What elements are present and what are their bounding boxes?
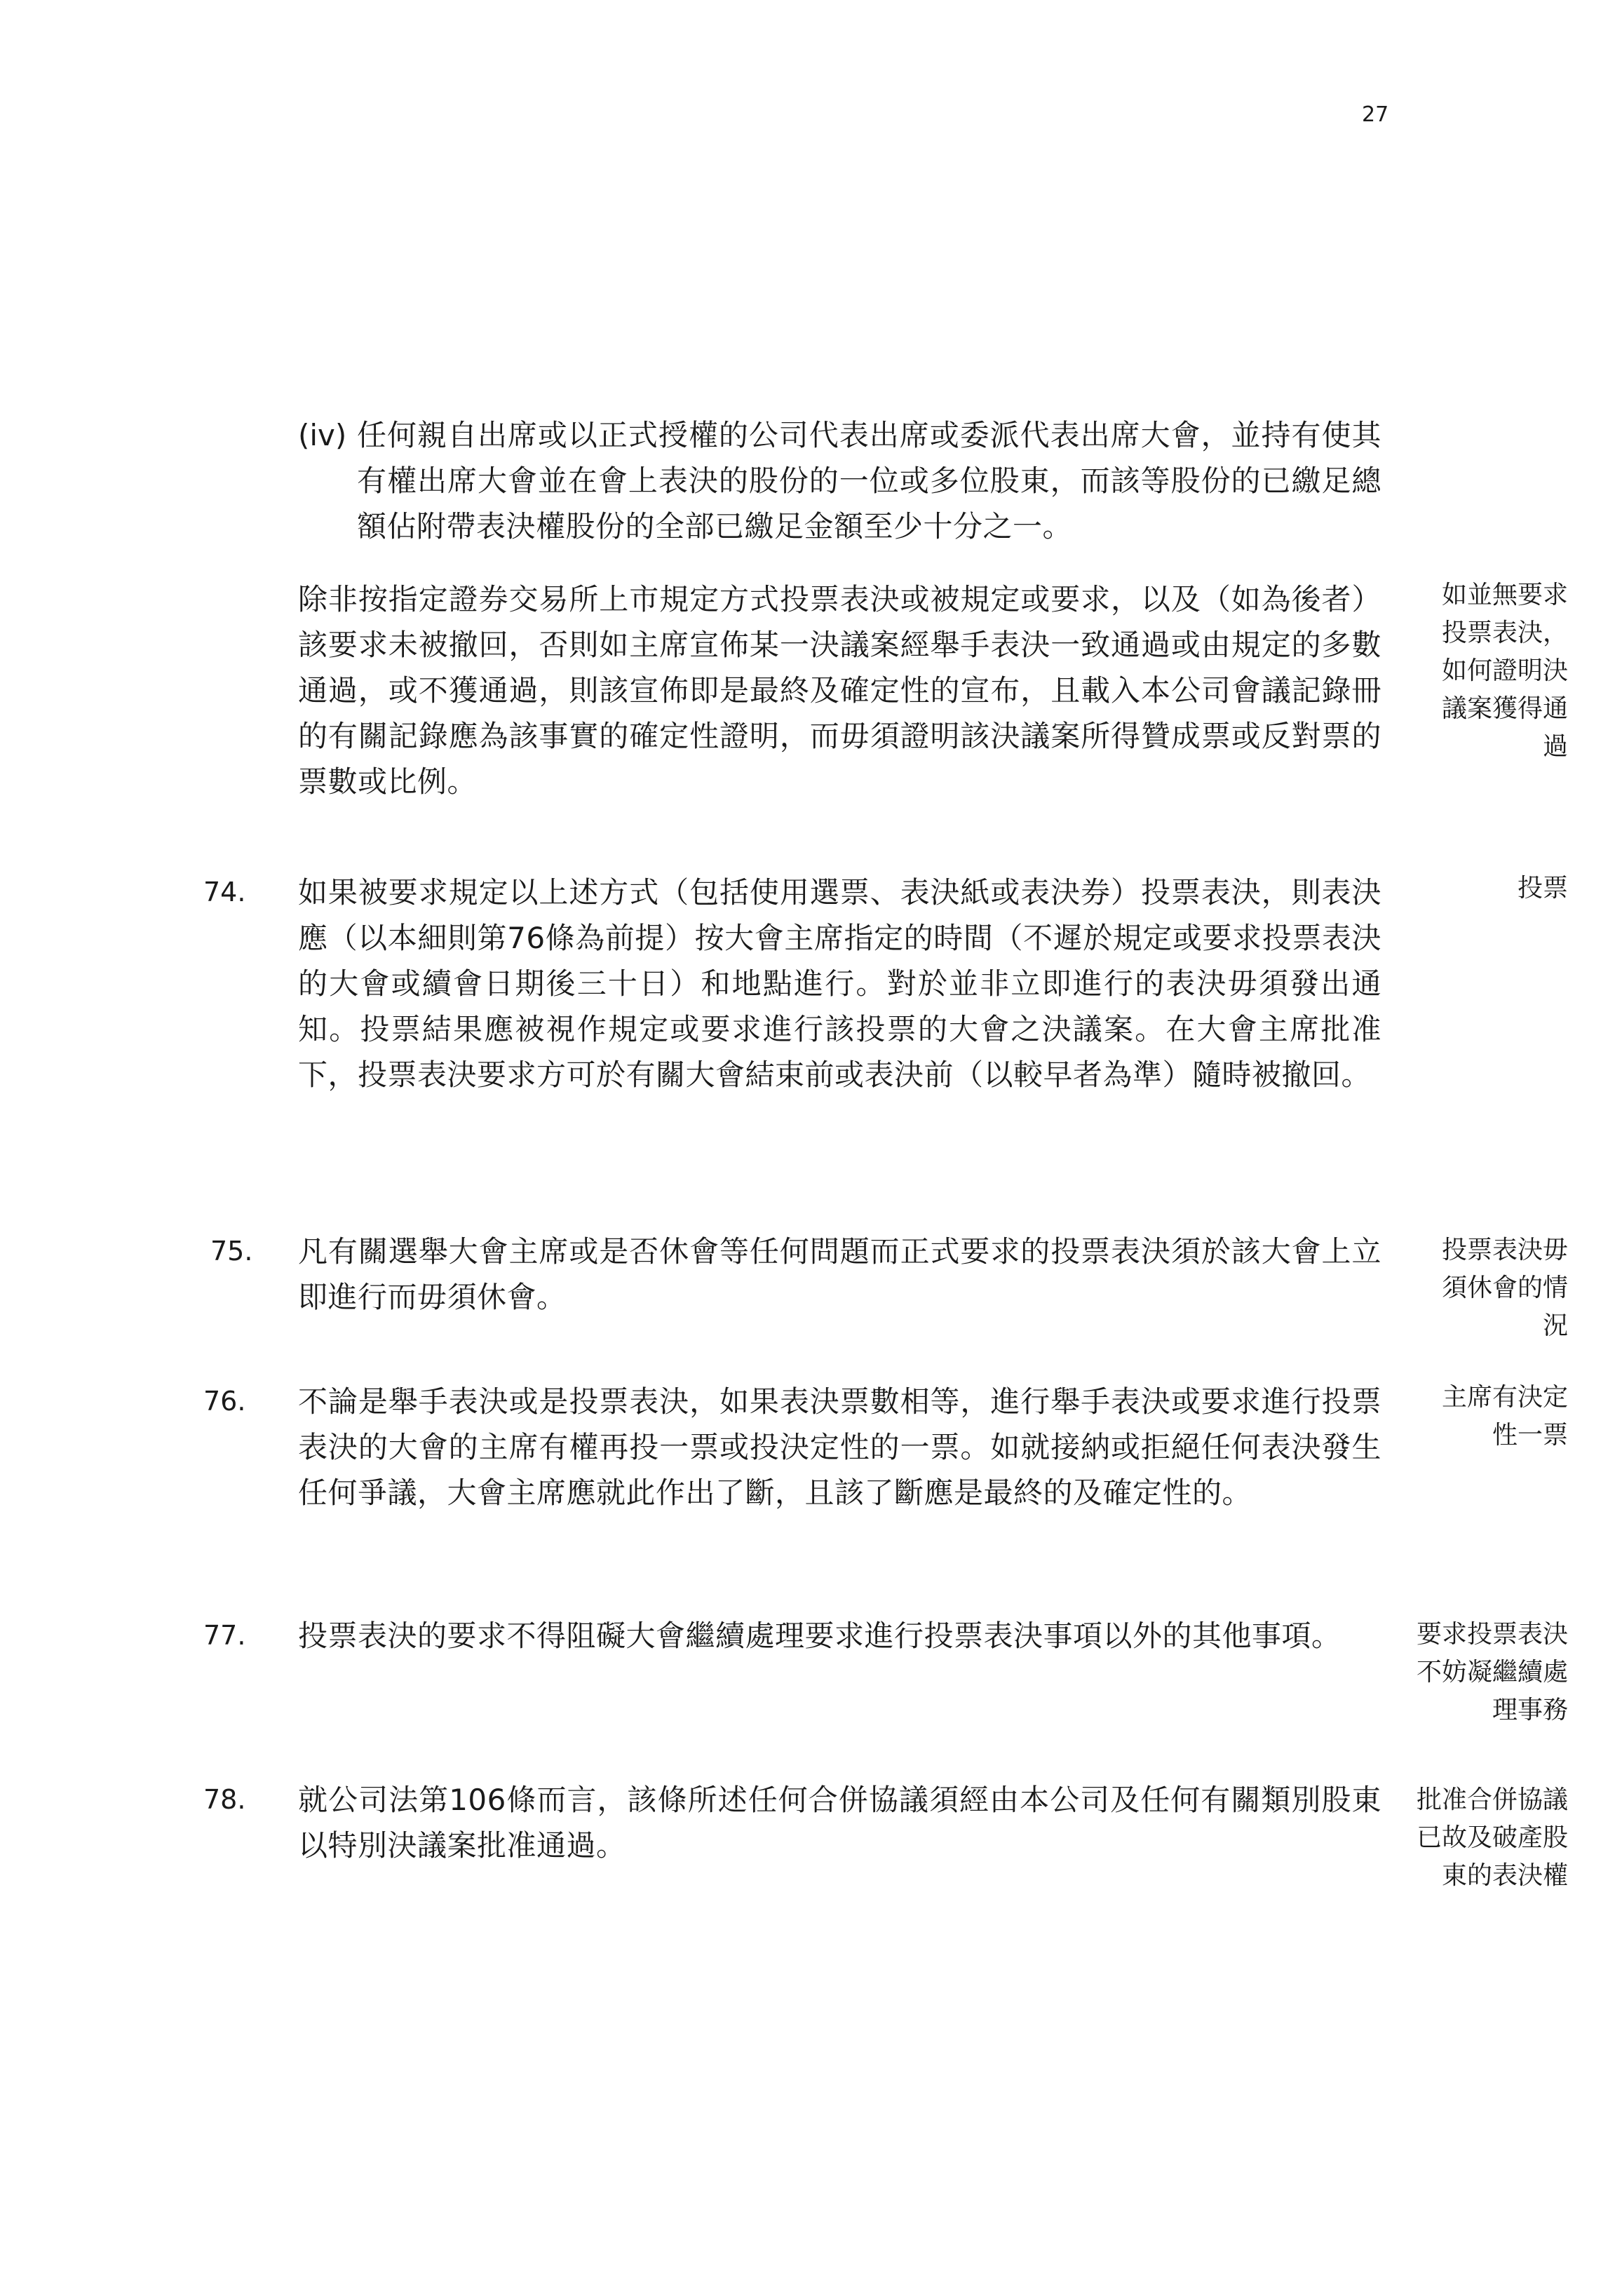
article-text: 投票表決的要求不得阻礙大會繼續處理要求進行投票表決事項以外的其他事項。 (298, 1619, 1341, 1653)
article-text: 就公司法第106條而言，該條所述任何合併協議須經由本公司及任何有關類別股東以特別決議案批准通過。 (298, 1783, 1381, 1863)
article-number: 78. (203, 1784, 246, 1815)
side-note: 投票 (1517, 874, 1568, 903)
side-note: 要求投票表決不妨凝繼續處理事務 (1416, 1620, 1568, 1724)
article-text: 如果被要求規定以上述方式（包括使用選票、表決紙或表決券）投票表決，則表決應（以本細則第76條為前提）按大會主席指定的時間（不遲於規定或要求投票表決的大會或續會日期後三十日）和地點進行。對於並非立即進行的表決毋須發出通知。投票結果應被視作規定或要求進行該投票的大會之決議案。在大會主席批准下，投票表決要求方可於有關大會結束前或表決前（以較早者為準）隨時被撤回。 (298, 875, 1381, 1092)
side-note-show-of-hands: 如並無要求投票表決，如何證明決議案獲得通過 (1441, 581, 1568, 761)
side-note: 主席有決定性一票 (1441, 1383, 1568, 1450)
paragraph-show-of-hands: 除非按指定證券交易所上市規定方式投票表決或被規定或要求，以及（如為後者）該要求未被撤回，否則如主席宣佈某一決議案經舉手表決一致通過或由規定的多數通過，或不獲通過，則該宣佈即是最終及確定性的宣布，且載入本公司會議記錄冊的有關記錄應為該事實的確定性證明，而毋須證明該決議案所得贊成票或反對票的票數或比例。 (298, 582, 1381, 799)
article-number: 77. (203, 1620, 246, 1651)
article-number: 75. (210, 1236, 253, 1267)
sub-item-iv (298, 412, 1381, 549)
side-note: 批准合併協議已故及破產股東的表決權 (1416, 1785, 1568, 1890)
article-number: 74. (203, 877, 246, 907)
sub-item-text: 任何親自出席或以正式授權的公司代表出席或委派代表出席大會，並持有使其有權出席大會並在會上表決的股份的一位或多位股東，而該等股份的已繳足總額佔附帶表決權股份的全部已繳足金額至少十分之一。 (357, 418, 1381, 543)
article-number: 76. (203, 1386, 246, 1417)
page-number: 27 (1362, 102, 1389, 127)
article-text: 凡有關選舉大會主席或是否休會等任何問題而正式要求的投票表決須於該大會上立即進行而毋須休會。 (298, 1234, 1381, 1314)
side-note: 投票表決毋須休會的情況 (1441, 1236, 1568, 1340)
article-text: 不論是舉手表決或是投票表決，如果表決票數相等，進行舉手表決或要求進行投票表決的大會的主席有權再投一票或投決定性的一票。如就接納或拒絕任何表決發生任何爭議，大會主席應就此作出了斷，且該了斷應是最終的及確定性的。 (298, 1384, 1381, 1510)
sub-item-label: (iv) (298, 418, 347, 452)
